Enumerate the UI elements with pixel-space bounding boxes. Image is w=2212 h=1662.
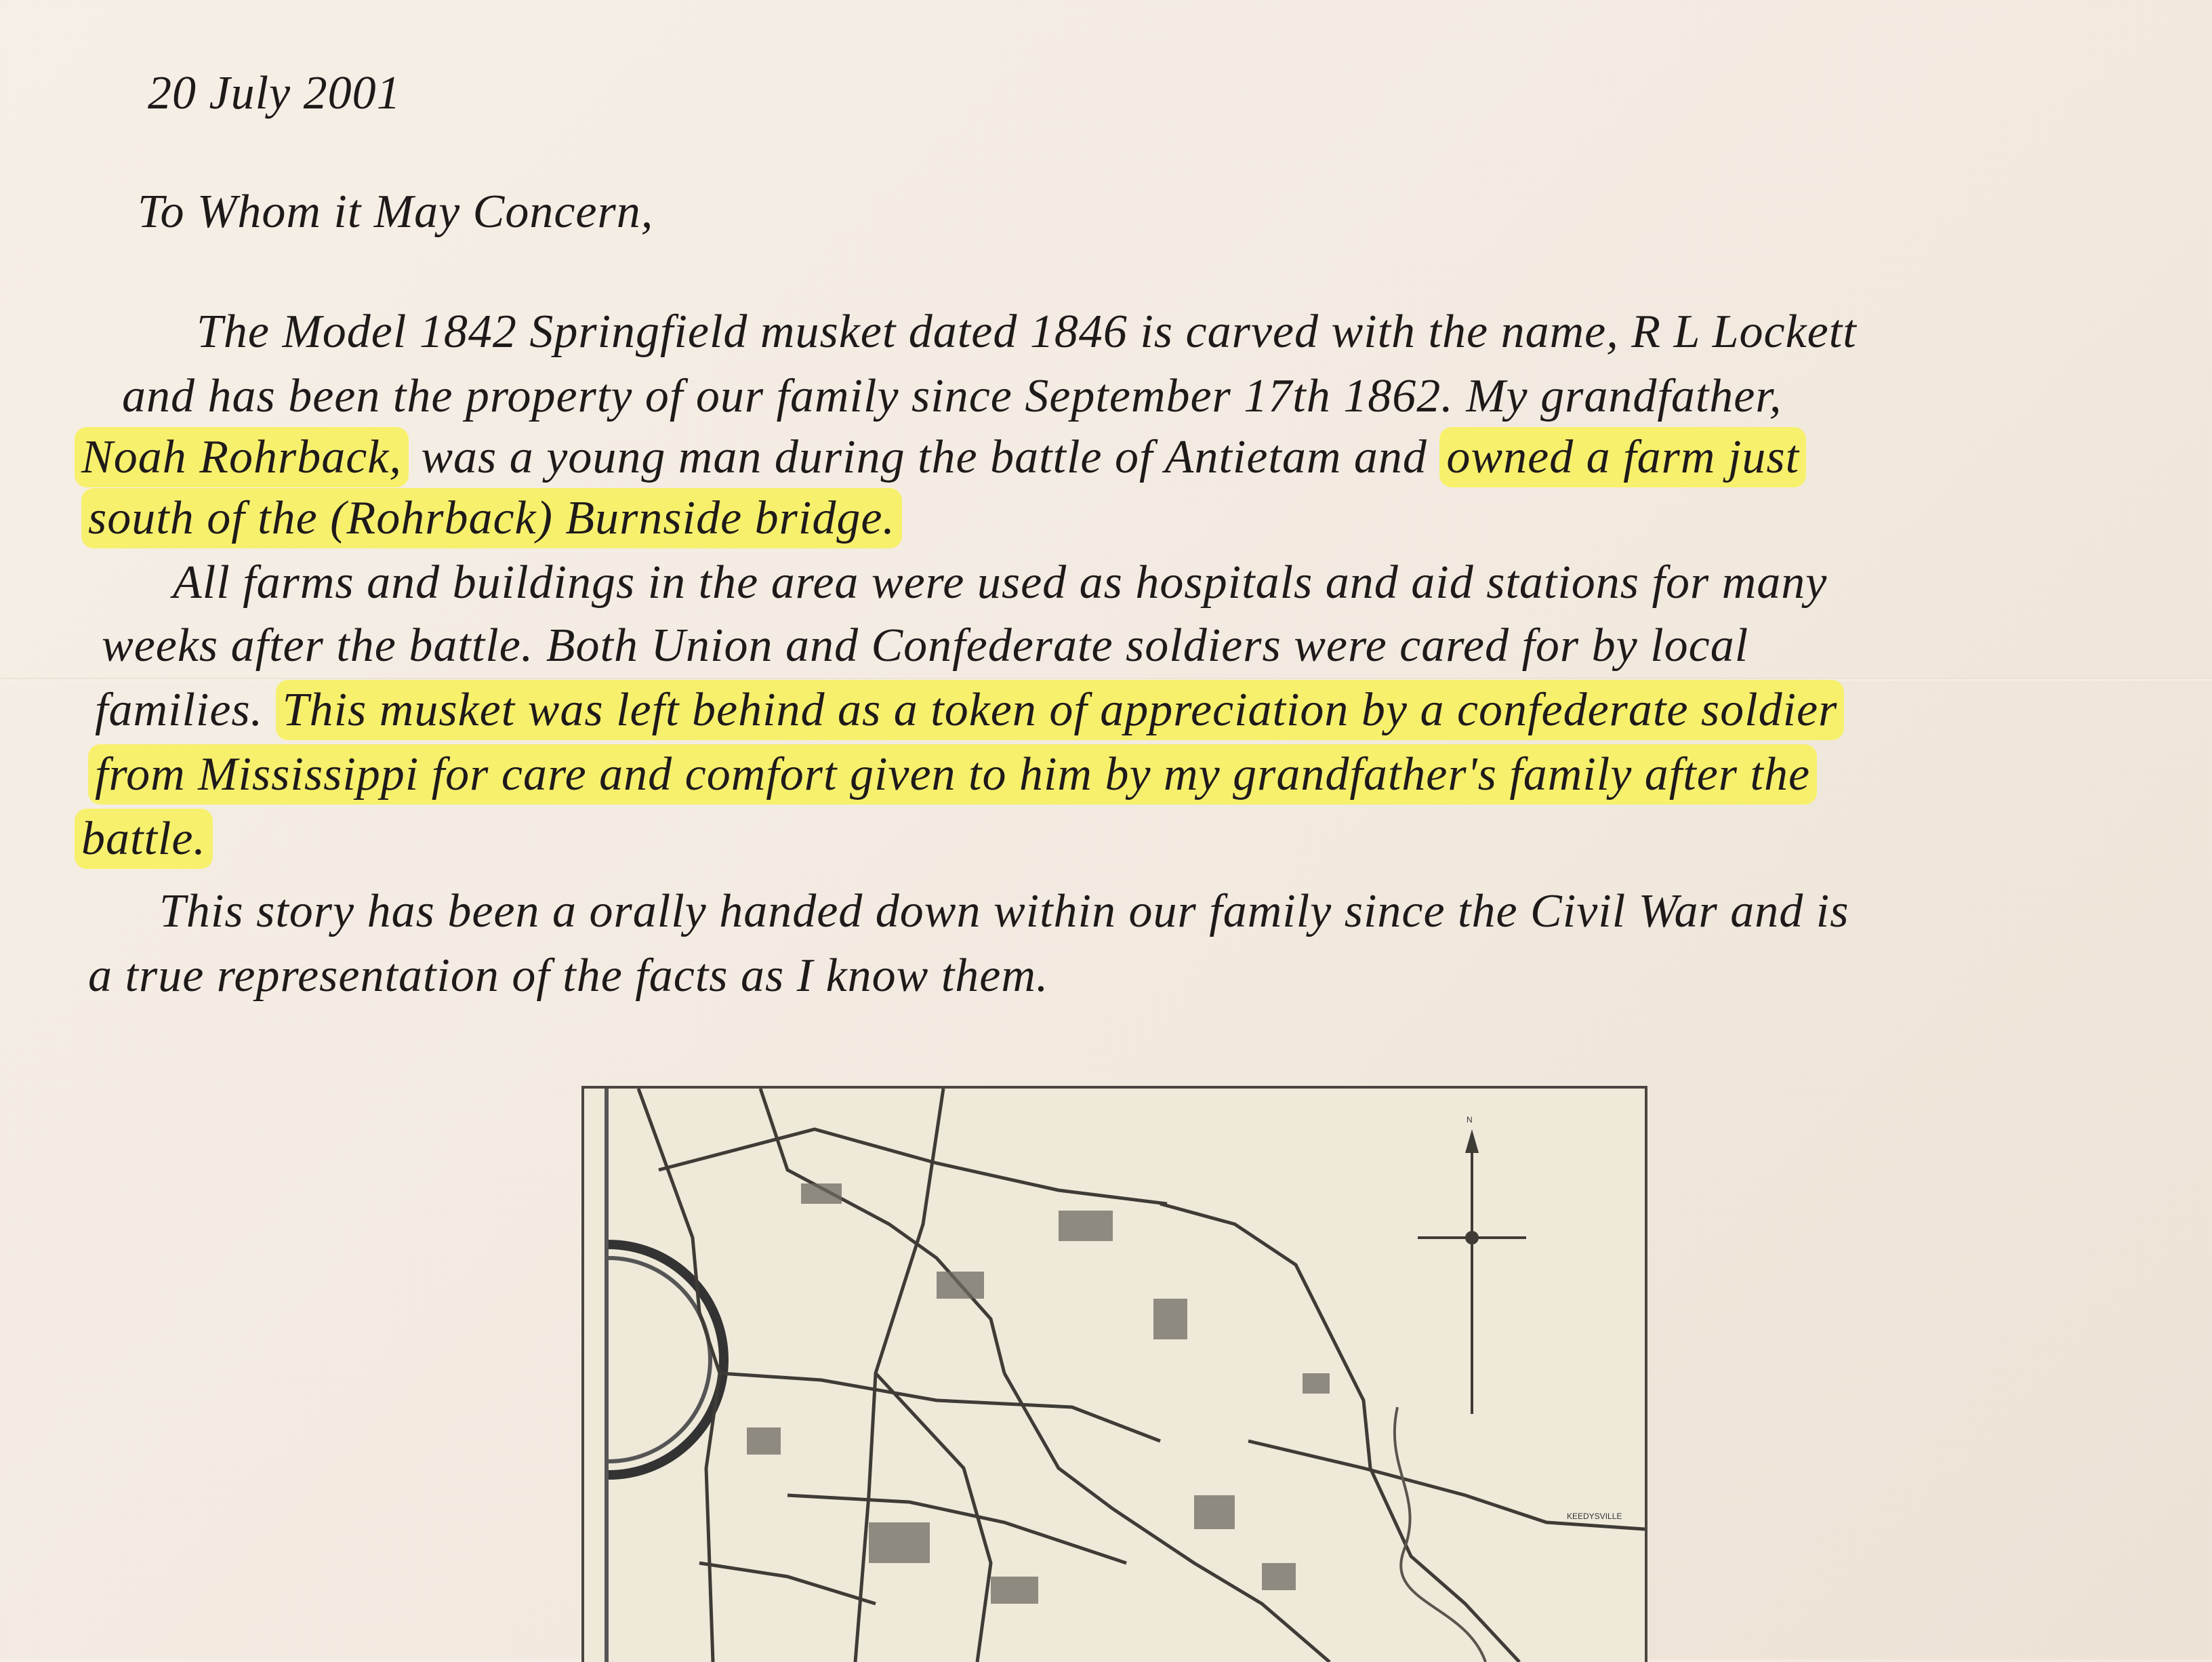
letter-date: 20 July 2001: [148, 67, 401, 119]
p1-line-3-mid: was a young man during the battle of Antietam and: [408, 431, 1427, 483]
highlight-farm: owned a farm just: [1439, 427, 1806, 487]
salutation: To Whom it May Concern,: [138, 186, 654, 238]
p1-line-3: [75, 431, 1806, 483]
compass-north-label: N: [1467, 1115, 1473, 1124]
map-drawing: [584, 1089, 1645, 1662]
p2-line-3-start: families.: [95, 684, 276, 736]
antietam-map-image: [581, 1086, 1647, 1662]
p2-line-5: [75, 815, 213, 863]
map-town-label: KEEDYSVILLE: [1567, 1512, 1622, 1521]
highlight-musket: This musket was left behind as a token of appreciation by a confederate soldier: [276, 680, 1845, 740]
highlight-mississippi: from Mississippi for care and comfort given to him by my grandfather's family after the: [88, 744, 1817, 805]
p2-line-3: [95, 684, 1844, 736]
p1-line-2: and has been the property of our family since September 17th 1862. My grandfather,: [122, 370, 1782, 422]
p3-line-2: a true representation of the facts as I know them.: [88, 950, 1049, 1002]
p2-line-1: All farms and buildings in the area were used as hospitals and aid stations for many: [173, 556, 1828, 609]
p1-line-1: The Model 1842 Springfield musket dated 1846 is carved with the name, R L Lockett: [197, 306, 1857, 358]
highlight-battle: battle.: [75, 809, 213, 869]
highlight-noah: Noah Rohrback,: [75, 427, 409, 487]
highlight-bridge: south of the (Rohrback) Burnside bridge.: [81, 488, 902, 548]
p3-line-1: This story has been a orally handed down within our family since the Civil War and is: [159, 885, 1849, 937]
p2-line-4: [88, 748, 1817, 800]
p1-line-4: [81, 492, 902, 544]
p2-line-2: weeks after the battle. Both Union and Confederate soldiers were cared for by local: [102, 620, 1749, 672]
